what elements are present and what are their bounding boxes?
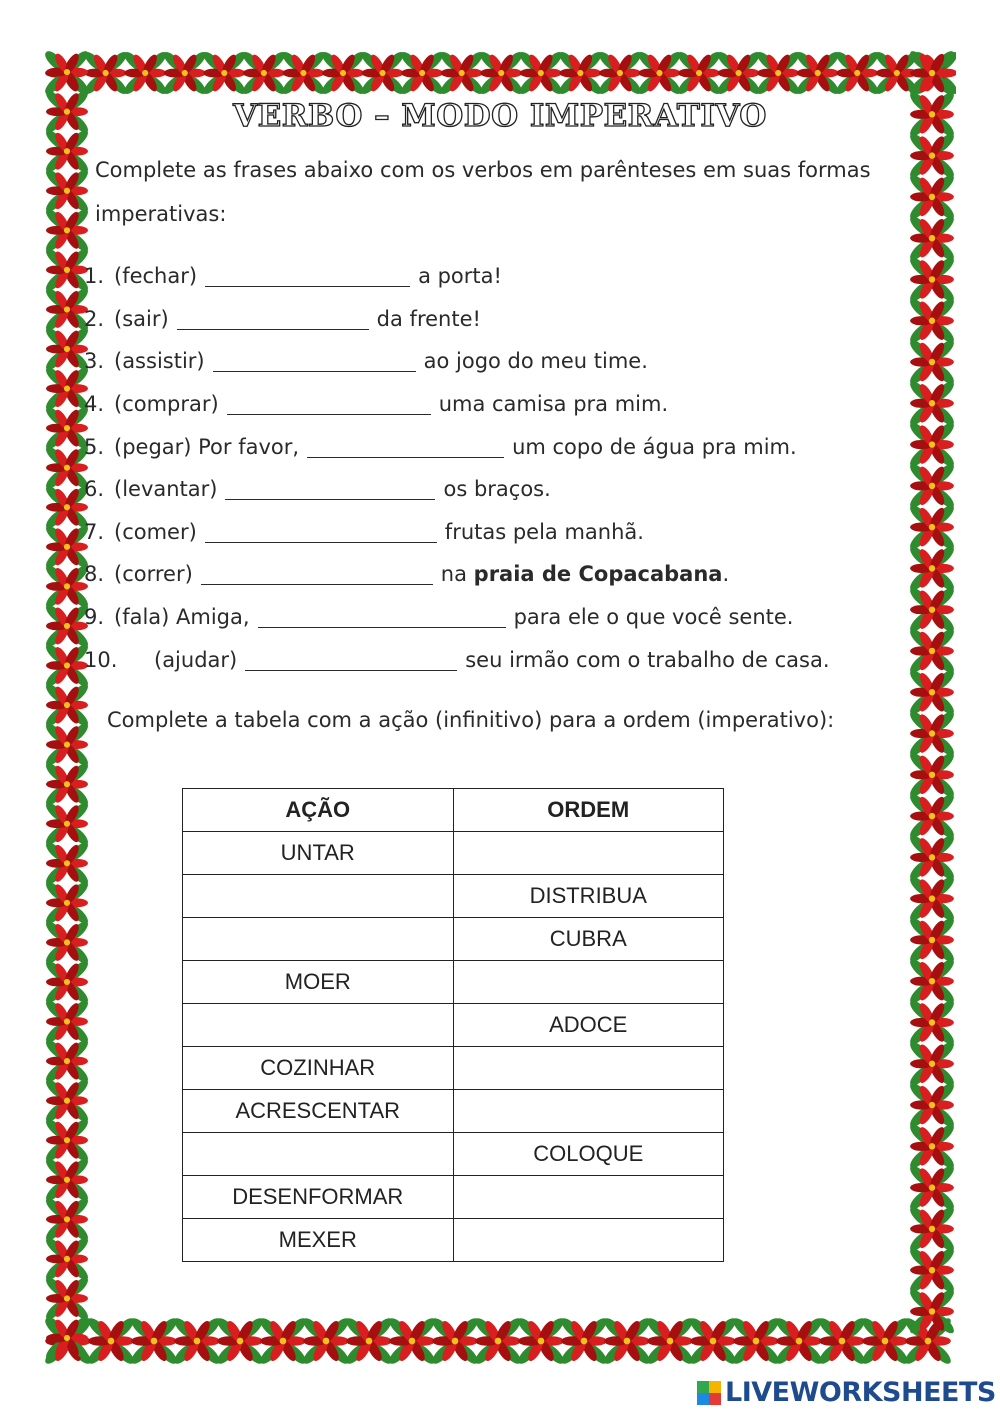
poinsettia-icon	[429, 1316, 481, 1366]
ordem-cell[interactable]: COLOQUE	[453, 1133, 724, 1176]
exercise-number: 4.	[84, 392, 105, 417]
instructions-text: Complete as frases abaixo com os verbos em parênteses em suas formas imperativas:	[95, 158, 871, 226]
column-header-acao: AÇÃO	[183, 789, 454, 832]
exercise-prompt: (ajudar)	[154, 647, 238, 672]
exercise-prompt: (sair)	[114, 306, 169, 331]
poinsettia-icon	[754, 50, 801, 96]
exercise-number: 9.	[84, 605, 105, 630]
poinsettia-icon	[908, 296, 956, 346]
ordem-cell[interactable]: ADOCE	[453, 1004, 724, 1047]
poinsettia-icon	[908, 1163, 956, 1213]
poinsettia-icon	[44, 958, 90, 1005]
poinsettia-icon	[601, 1316, 653, 1366]
exercise-ending: um copo de água pra mim.	[512, 434, 797, 459]
poinsettia-icon	[908, 833, 956, 883]
poinsettia-icon	[908, 998, 956, 1048]
poinsettia-icon	[44, 167, 90, 214]
poinsettia-icon	[636, 50, 683, 96]
poinsettia-icon	[908, 1080, 956, 1130]
exercise-ending: frutas pela manhã.	[444, 519, 644, 544]
exercise-prompt: (levantar)	[114, 477, 218, 502]
liveworksheets-logo-icon	[697, 1381, 721, 1405]
exercise-row	[84, 553, 904, 596]
table-row	[183, 1090, 724, 1133]
table-row	[183, 1047, 724, 1090]
poinsettia-icon	[44, 840, 90, 887]
exercise-row	[84, 255, 904, 298]
exercise-prompt: (comprar)	[114, 392, 219, 417]
poinsettia-icon	[908, 502, 956, 552]
answer-blank[interactable]	[258, 606, 506, 628]
poinsettia-icon	[44, 1275, 90, 1322]
poinsettia-icon	[398, 50, 445, 96]
poinsettia-icon	[908, 172, 956, 222]
table-row	[183, 918, 724, 961]
answer-blank[interactable]	[227, 393, 431, 415]
ordem-cell[interactable]	[453, 1219, 724, 1262]
exercise-ending: a porta!	[418, 264, 502, 289]
exercise-ending-bold: praia de Copacabana	[473, 562, 723, 587]
poinsettia-icon	[438, 50, 485, 96]
poinsettia-icon	[908, 337, 956, 387]
poinsettia-icon	[908, 1287, 956, 1337]
poinsettia-icon	[908, 585, 956, 635]
poinsettia-icon	[908, 874, 956, 924]
ordem-cell[interactable]	[453, 1176, 724, 1219]
poinsettia-icon	[908, 50, 956, 98]
exercise-prompt: (fala) Amiga,	[114, 605, 250, 630]
poinsettia-icon	[478, 50, 525, 96]
poinsettia-icon	[128, 1316, 180, 1366]
poinsettia-icon	[908, 1204, 956, 1254]
poinsettia-icon	[44, 1196, 90, 1243]
poinsettia-icon	[359, 50, 406, 96]
exercise-prompt: (assistir)	[114, 349, 205, 374]
poinsettia-icon	[44, 721, 90, 768]
poinsettia-icon	[44, 879, 90, 926]
poinsettia-icon	[773, 1316, 825, 1366]
poinsettia-icon	[908, 1245, 956, 1295]
poinsettia-border-bottom	[44, 1316, 956, 1366]
answer-blank[interactable]	[307, 436, 504, 458]
poinsettia-icon	[517, 50, 564, 96]
poinsettia-icon	[300, 1316, 352, 1366]
table-instruction-text: Complete a tabela com a ação (infinitivo) para a ordem (imperativo):	[107, 708, 835, 732]
exercise-number: 7.	[84, 519, 105, 544]
poinsettia-icon	[908, 626, 956, 676]
poinsettia-icon	[44, 919, 90, 966]
ordem-cell[interactable]	[453, 1047, 724, 1090]
ordem-cell[interactable]	[453, 961, 724, 1004]
poinsettia-icon	[171, 1316, 223, 1366]
poinsettia-icon	[687, 1316, 739, 1366]
exercise-prompt: (correr)	[114, 562, 193, 587]
worksheet-title: VERBO – MODO IMPERATIVO	[233, 98, 767, 134]
poinsettia-icon	[44, 1037, 90, 1084]
poinsettia-icon	[44, 1077, 90, 1124]
exercise-row	[84, 340, 904, 383]
poinsettia-icon	[908, 461, 956, 511]
exercise-number: 2.	[84, 306, 105, 331]
poinsettia-icon	[908, 213, 956, 263]
acao-cell[interactable]: MOER	[183, 961, 454, 1004]
table-row	[183, 1004, 724, 1047]
poinsettia-icon	[908, 379, 956, 429]
poinsettia-icon	[121, 50, 168, 96]
acao-cell[interactable]	[183, 875, 454, 918]
poinsettia-icon	[908, 791, 956, 841]
poinsettia-icon	[908, 667, 956, 717]
poinsettia-icon	[280, 50, 327, 96]
poinsettia-icon	[240, 50, 287, 96]
acao-cell[interactable]: DESENFORMAR	[183, 1176, 454, 1219]
exercise-ending: da frente!	[376, 306, 481, 331]
ordem-cell[interactable]	[453, 832, 724, 875]
exercise-ending-prefix: na	[440, 562, 467, 587]
poinsettia-icon	[214, 1316, 266, 1366]
answer-blank[interactable]	[213, 350, 416, 372]
poinsettia-icon	[161, 50, 208, 96]
poinsettia-icon	[908, 1122, 956, 1172]
exercise-ending: os braços.	[443, 477, 551, 502]
table-row	[183, 1133, 724, 1176]
poinsettia-icon	[44, 1116, 90, 1163]
ordem-cell[interactable]	[453, 1090, 724, 1133]
exercise-row	[84, 425, 904, 468]
exercise-row	[84, 511, 904, 554]
poinsettia-icon	[386, 1316, 438, 1366]
poinsettia-icon	[908, 750, 956, 800]
poinsettia-icon	[557, 50, 604, 96]
poinsettia-icon	[319, 50, 366, 96]
exercise-number: 5.	[84, 434, 105, 459]
liveworksheets-logo[interactable]	[697, 1377, 996, 1408]
exercise-row	[84, 596, 904, 639]
exercise-row	[84, 298, 904, 341]
poinsettia-icon	[44, 207, 90, 254]
answer-blank[interactable]	[205, 521, 437, 543]
poinsettia-icon	[834, 50, 881, 96]
table-header-row	[183, 789, 724, 832]
poinsettia-icon	[715, 50, 762, 96]
exercise-row	[84, 383, 904, 426]
exercise-prompt: (pegar) Por favor,	[114, 434, 300, 459]
poinsettia-icon	[343, 1316, 395, 1366]
poinsettia-icon	[908, 255, 956, 305]
exercise-number: 3.	[84, 349, 105, 374]
exercise-number: 8.	[84, 562, 105, 587]
poinsettia-icon	[644, 1316, 696, 1366]
exercise-ending: .	[722, 562, 730, 587]
poinsettia-icon	[44, 1156, 90, 1203]
poinsettia-border-left	[44, 50, 90, 1366]
poinsettia-icon	[908, 709, 956, 759]
poinsettia-icon	[44, 998, 90, 1045]
poinsettia-icon	[675, 50, 722, 96]
acao-cell[interactable]: MEXER	[183, 1219, 454, 1262]
exercise-number: 1.	[84, 264, 105, 289]
poinsettia-icon	[44, 127, 90, 174]
poinsettia-icon	[908, 956, 956, 1006]
answer-blank[interactable]	[205, 265, 410, 287]
poinsettia-icon	[257, 1316, 309, 1366]
table-row	[183, 832, 724, 875]
poinsettia-icon	[44, 681, 90, 728]
poinsettia-icon	[515, 1316, 567, 1366]
exercise-list	[84, 255, 904, 681]
poinsettia-icon	[908, 131, 956, 181]
exercise-prompt: (comer)	[114, 519, 197, 544]
poinsettia-icon	[908, 544, 956, 594]
poinsettia-icon	[908, 915, 956, 965]
poinsettia-icon	[816, 1316, 868, 1366]
poinsettia-icon	[472, 1316, 524, 1366]
table-row	[183, 1219, 724, 1262]
poinsettia-icon	[859, 1316, 911, 1366]
poinsettia-icon	[44, 1314, 90, 1361]
acao-cell[interactable]: ACRESCENTAR	[183, 1090, 454, 1133]
poinsettia-icon	[908, 420, 956, 470]
poinsettia-border-right	[908, 50, 956, 1366]
poinsettia-icon	[44, 1235, 90, 1282]
poinsettia-border-top	[44, 50, 956, 96]
verb-table	[182, 788, 724, 1262]
answer-blank[interactable]	[201, 563, 433, 585]
exercise-prompt: (fechar)	[114, 264, 198, 289]
table-row	[183, 875, 724, 918]
exercise-row	[84, 638, 904, 681]
brand-name: LIVEWORKSHEETS	[725, 1377, 996, 1408]
table-row	[183, 1176, 724, 1219]
ordem-cell[interactable]: CUBRA	[453, 918, 724, 961]
poinsettia-icon	[908, 1039, 956, 1089]
table-row	[183, 961, 724, 1004]
exercise-row	[84, 468, 904, 511]
acao-cell[interactable]: UNTAR	[183, 832, 454, 875]
poinsettia-icon	[558, 1316, 610, 1366]
exercise-ending: uma camisa pra mim.	[438, 392, 669, 417]
exercise-ending: para ele o que você sente.	[513, 605, 794, 630]
exercise-number: 6.	[84, 477, 105, 502]
exercise-ending: ao jogo do meu time.	[423, 349, 648, 374]
acao-cell[interactable]	[183, 1133, 454, 1176]
poinsettia-icon	[730, 1316, 782, 1366]
poinsettia-icon	[201, 50, 248, 96]
poinsettia-icon	[44, 50, 90, 96]
acao-cell[interactable]	[183, 1004, 454, 1047]
poinsettia-icon	[596, 50, 643, 96]
poinsettia-icon	[794, 50, 841, 96]
acao-cell[interactable]	[183, 918, 454, 961]
ordem-cell[interactable]: DISTRIBUA	[453, 875, 724, 918]
answer-blank[interactable]	[225, 478, 435, 500]
poinsettia-icon	[85, 1316, 137, 1366]
column-header-ordem: ORDEM	[453, 789, 724, 832]
acao-cell[interactable]: COZINHAR	[183, 1047, 454, 1090]
poinsettia-icon	[44, 760, 90, 807]
answer-blank[interactable]	[177, 308, 369, 330]
answer-blank[interactable]	[245, 649, 457, 671]
exercise-ending: seu irmão com o trabalho de casa.	[465, 647, 830, 672]
poinsettia-icon	[44, 800, 90, 847]
exercise-number: 10.	[84, 647, 118, 672]
